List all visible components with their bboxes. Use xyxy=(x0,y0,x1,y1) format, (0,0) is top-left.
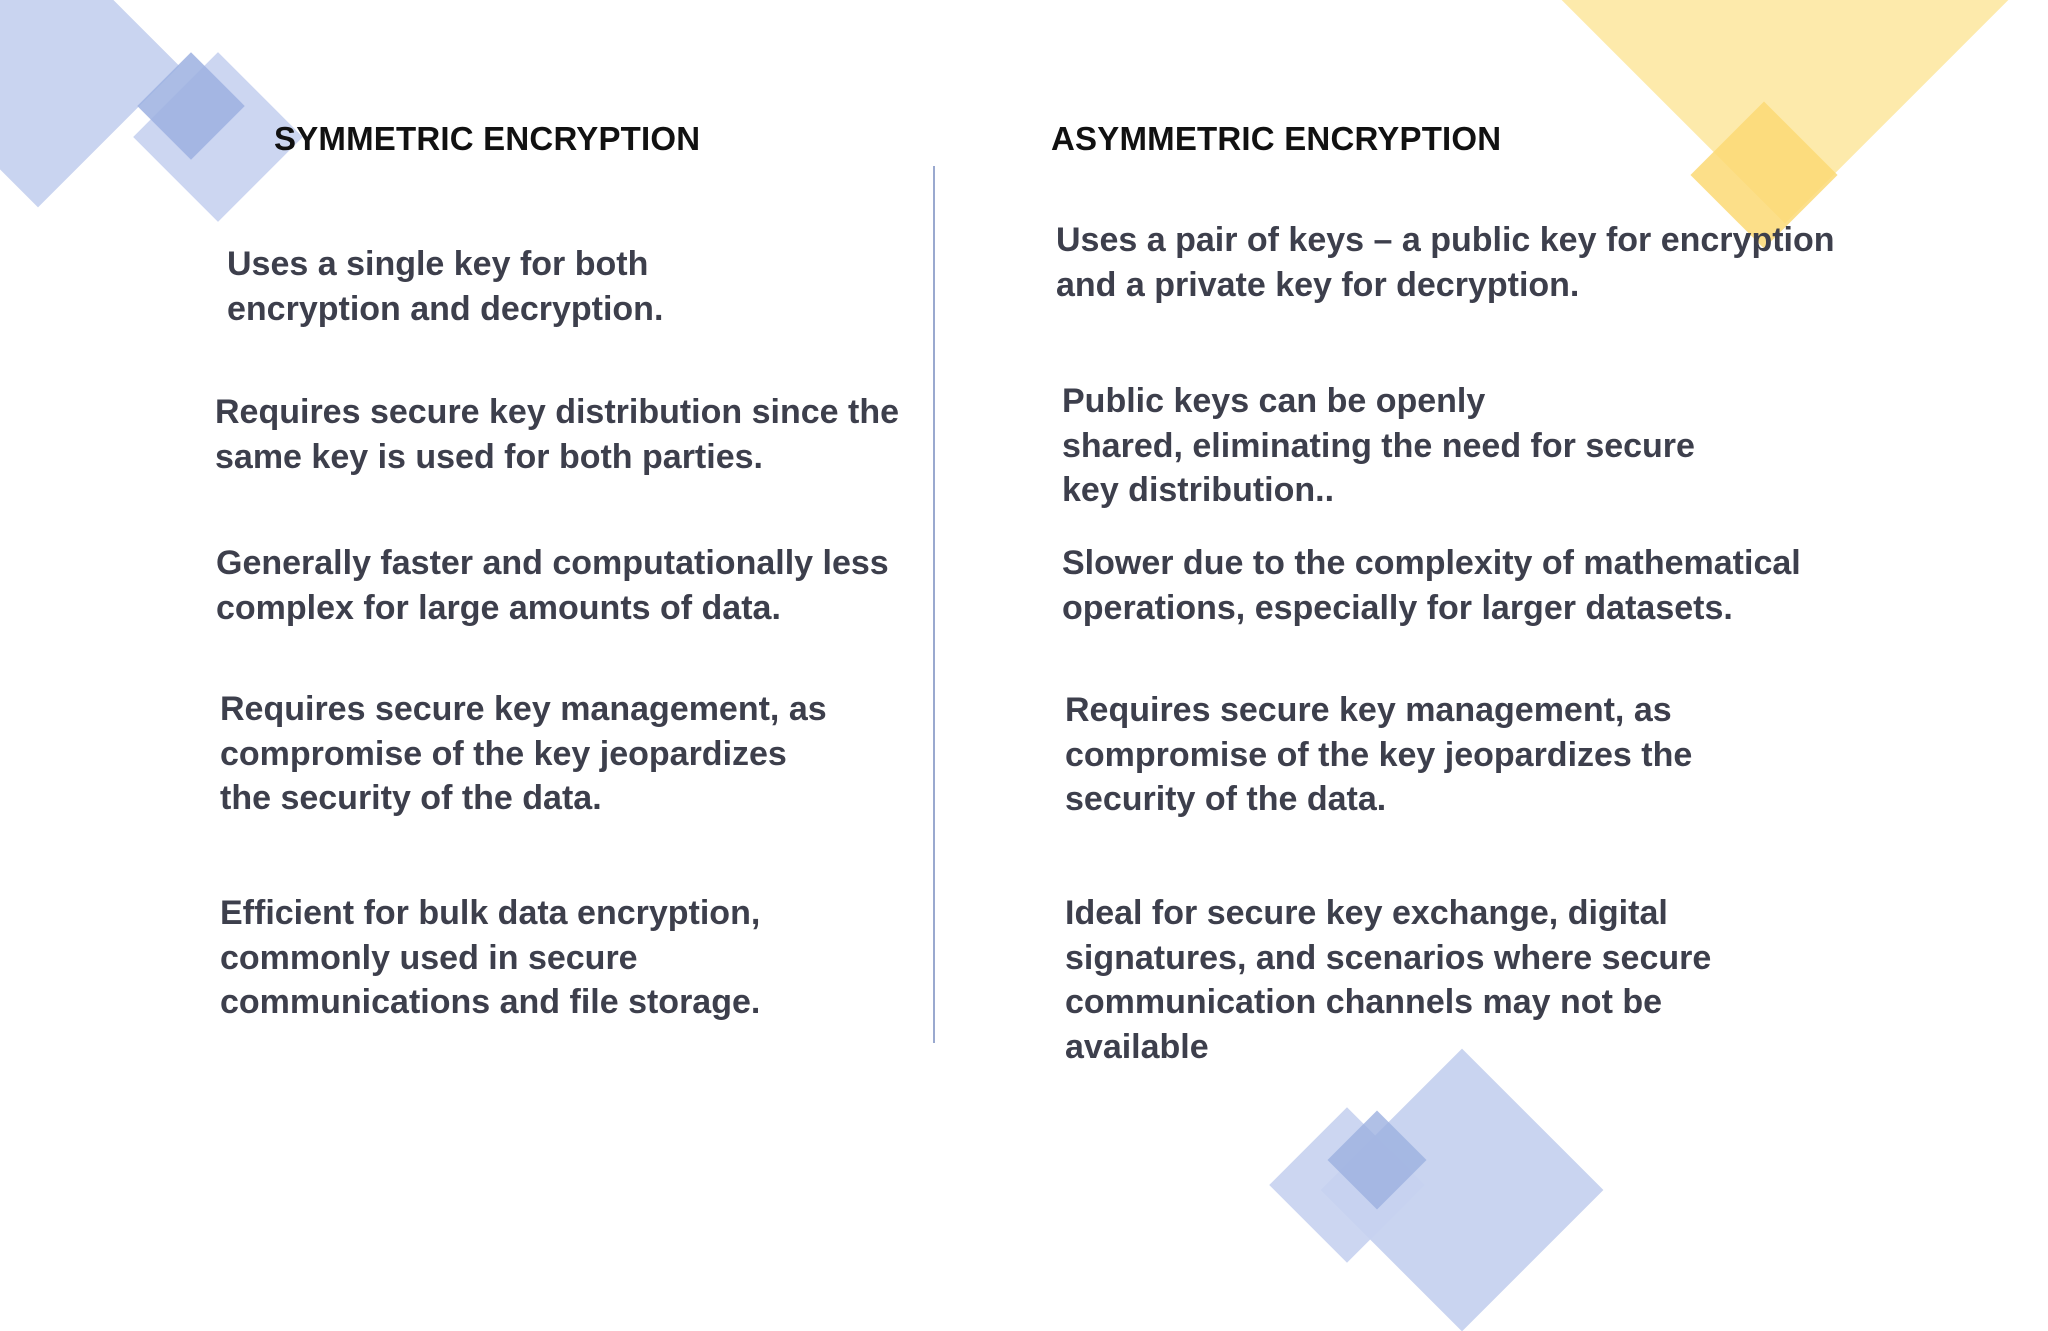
asymmetric-point-4: Requires secure key management, as compromise of the key jeopardizes the security of the data. xyxy=(1065,691,1693,818)
symmetric-point-1: Uses a single key for both encryption and decryption. xyxy=(227,245,664,328)
symmetric-point-3: Generally faster and computationally less complex for large amounts of data. xyxy=(216,544,889,627)
symmetric-point-2: Requires secure key distribution since the same key is used for both parties. xyxy=(215,393,900,476)
symmetric-point-5: Efficient for bulk data encryption, commonly used in secure communications and file storage. xyxy=(220,894,761,1021)
asymmetric-point-1: Uses a pair of keys – a public key for encryption and a private key for decryption. xyxy=(1056,221,1835,304)
asymmetric-point-3: Slower due to the complexity of mathematical operations, especially for larger datasets. xyxy=(1062,544,1801,627)
asymmetric-point-2: Public keys can be openly shared, eliminating the need for secure key distribution.. xyxy=(1062,382,1695,509)
column-divider xyxy=(933,166,935,1043)
asymmetric-heading: ASYMMETRIC ENCRYPTION xyxy=(1051,120,1502,157)
asymmetric-point-5: Ideal for secure key exchange, digital signatures, and scenarios where secure communication channels may not be available xyxy=(1065,894,1712,1066)
symmetric-point-4: Requires secure key management, as compromise of the key jeopardizes the security of the data. xyxy=(220,690,827,817)
symmetric-heading: SYMMETRIC ENCRYPTION xyxy=(274,120,701,157)
